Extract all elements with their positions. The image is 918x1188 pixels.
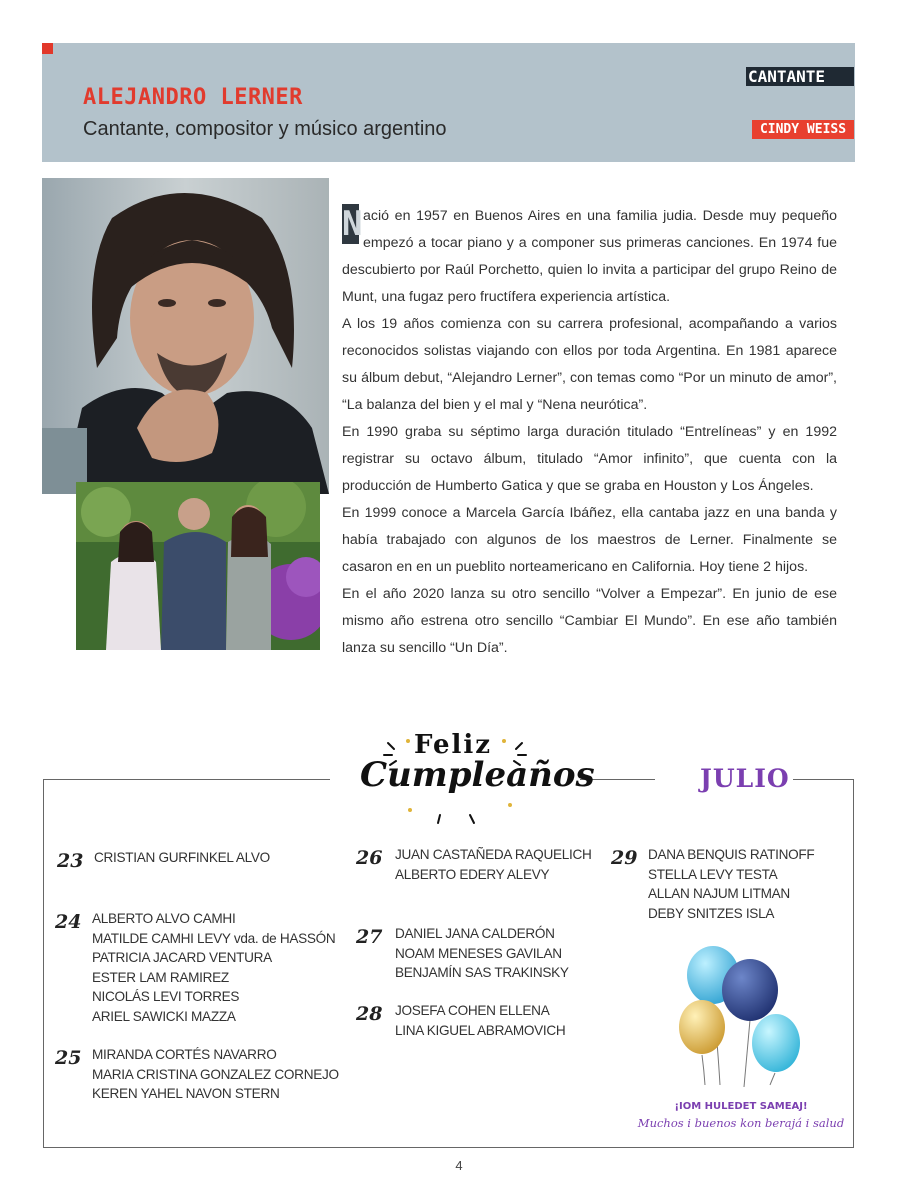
birthday-name: ESTER LAM RAMIREZ [92,969,229,985]
birthday-name: DANA BENQUIS RATINOFF [648,847,815,862]
birthday-name: ALBERTO ALVO CAMHI [92,911,236,926]
page-number: 4 [455,1158,463,1173]
balloons-icon [672,945,812,1095]
birthday-name: ALLAN NAJUM LITMAN [648,886,790,901]
day-number: 28 [356,1003,383,1025]
birthday-name: ALBERTO EDERY ALEVY [395,866,550,882]
birthday-name: DEBY SNITZES ISLA [648,905,775,921]
day-number: 29 [611,847,638,869]
cumpleanos-heading: Cumpleaños [360,755,595,795]
portrait-photo [42,178,329,494]
article-paragraph: En 1999 conoce a Marcela García Ibáñez, ella cantaba jazz en una banda y había trabajado con algunos de los maestros de Lerner. Finalmente se casaron en en un pueblito norteamericano en California. Hoy tiene 2 hijos. [342,505,837,575]
drop-cap: N [342,204,363,244]
birthday-name: KEREN YAHEL NAVON STERN [92,1086,280,1101]
birthday-name: MIRANDA CORTÉS NAVARRO [92,1047,277,1062]
article-paragraph: N ació en 1957 en Buenos Aires en una familia judia. Desde muy pequeño empezó a tocar piano y a componer sus primeras canciones. En 1974 fue descubierto por Raúl Porchetto, quien lo invita a participar del grupo Reino de Munt, una fugaz pero fructífera experiencia artística. [342,204,837,305]
section-tag: CANTANTE [746,67,854,86]
author-tag: CINDY WEISS [752,120,854,139]
birthday-name: ARIEL SAWICKI MAZZA [92,1008,236,1024]
feliz-heading: Feliz [413,730,493,760]
greeting-line-2: Muchos i buenos kon berajá i salud [637,1116,845,1130]
birthday-name: LINA KIGUEL ABRAMOVICH [395,1022,566,1038]
birthday-name: STELLA LEVY TESTA [648,866,778,882]
birthday-name: MARIA CRISTINA GONZALEZ CORNEJO [92,1066,339,1082]
birthday-name: DANIEL JANA CALDERÓN [395,926,555,941]
day-number: 25 [55,1047,82,1069]
birthday-name: CRISTIAN GURFINKEL ALVO [94,850,270,865]
greeting-line-1: ¡IOM HULEDET SAMEAJ! [674,1101,808,1112]
birthday-name: MATILDE CAMHI LEVY vda. de HASSÓN [92,930,336,946]
accent-square [42,43,53,54]
month-label: JULIO [700,764,790,793]
day-number: 24 [55,911,82,933]
article-title: ALEJANDRO LERNER [83,85,303,110]
day-number: 26 [356,847,383,869]
birthday-name: NICOLÁS LEVI TORRES [92,989,240,1004]
birthday-name: PATRICIA JACARD VENTURA [92,950,272,965]
article-paragraph: A los 19 años comienza con su carrera profesional, acompañando a varios reconocidos solistas viajando con ellos por toda Argentina. En 1981 aparece su álbum debut, “Alejandro Lerner”, con temas como “Por un minuto de amor”, “La balanza del bien y el mal y “Nena neurótica”. [342,316,837,413]
article-paragraph: En el año 2020 lanza su otro sencillo “Volver a Empezar”. En junio de ese mismo año estrena otro sencillo “Cambiar El Mundo”. En ese año también lanza su sencillo “Un Día”. [342,586,837,656]
birthday-name: NOAM MENESES GAVILAN [395,945,562,961]
birthday-name: JOSEFA COHEN ELLENA [395,1003,550,1018]
article-subtitle: Cantante, compositor y músico argentino [83,118,447,140]
day-number: 27 [356,926,383,948]
day-number: 23 [57,850,84,872]
family-photo [76,482,320,650]
birthday-name: JUAN CASTAÑEDA RAQUELICH [395,847,592,862]
birthday-name: BENJAMÍN SAS TRAKINSKY [395,965,569,980]
article-body [342,203,837,662]
article-paragraph: En 1990 graba su séptimo larga duración titulado “Entrelíneas” y en 1992 registrar su octavo álbum, titulado “Amor infinito”, que cuenta con la producción de Humberto Gatica y que se graba en Houston y Los Ángeles. [342,424,837,494]
